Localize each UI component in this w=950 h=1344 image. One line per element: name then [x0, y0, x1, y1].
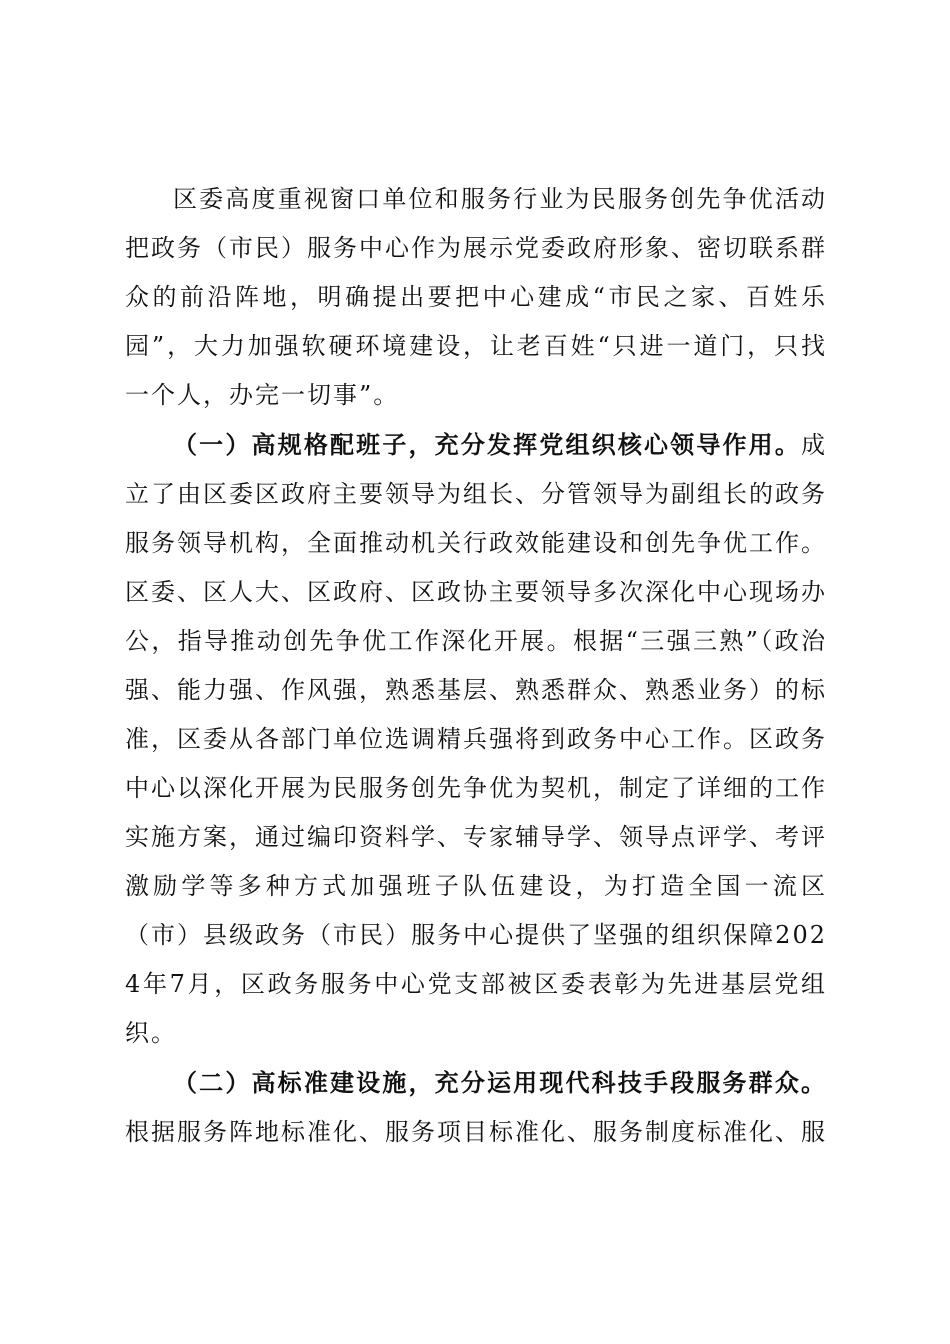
document-body — [125, 175, 827, 1157]
intro-text: 区委高度重视窗口单位和服务行业为民服务创先争优活动把政务（市民）服务中心作为展示党委政府形象、密切联系群众的前沿阵地，明确提出要把中心建成“市民之家、百姓乐园”，大力加强软硬环境建设，让老百姓“只进一道门，只找一个人，办完一切事”。 — [125, 185, 827, 409]
section-1-text: 成立了由区委区政府主要领导为组长、分管领导为副组长的政务服务领导机构，全面推动机关行政效能建设和创先争优工作。区委、区人大、区政府、区政协主要领导多次深化中心现场办公，指导推动创先争优工作深化开展。根据“三强三熟”（政治强、能力强、作风强，熟悉基层、熟悉群众、熟悉业务）的标准，区委从各部门单位选调精兵强将到政务中心工作。区政务中心以深化开展为民服务创先争优为契机，制定了详细的工作实施方案，通过编印资料学、专家辅导学、领导点评学、考评激励学等多种方式加强班子队伍建设，为打造全国一流区（市）县级政务（市民）服务中心提供了坚强的组织保障2024年7月，区政务服务中心党支部被区委表彰为先进基层党组织。 — [125, 431, 827, 1047]
section-2-paragraph — [125, 1058, 827, 1157]
section-2-text: 根据服务阵地标准化、服务项目标准化、服务制度标准化、服 — [125, 1118, 827, 1146]
intro-paragraph — [125, 175, 827, 420]
section-2-heading: （二）高标准建设施，充分运用现代科技手段服务群众。 — [173, 1068, 827, 1097]
section-1-paragraph — [125, 420, 827, 1058]
section-1-heading: （一）高规格配班子，充分发挥党组织核心领导作用。 — [173, 430, 801, 459]
